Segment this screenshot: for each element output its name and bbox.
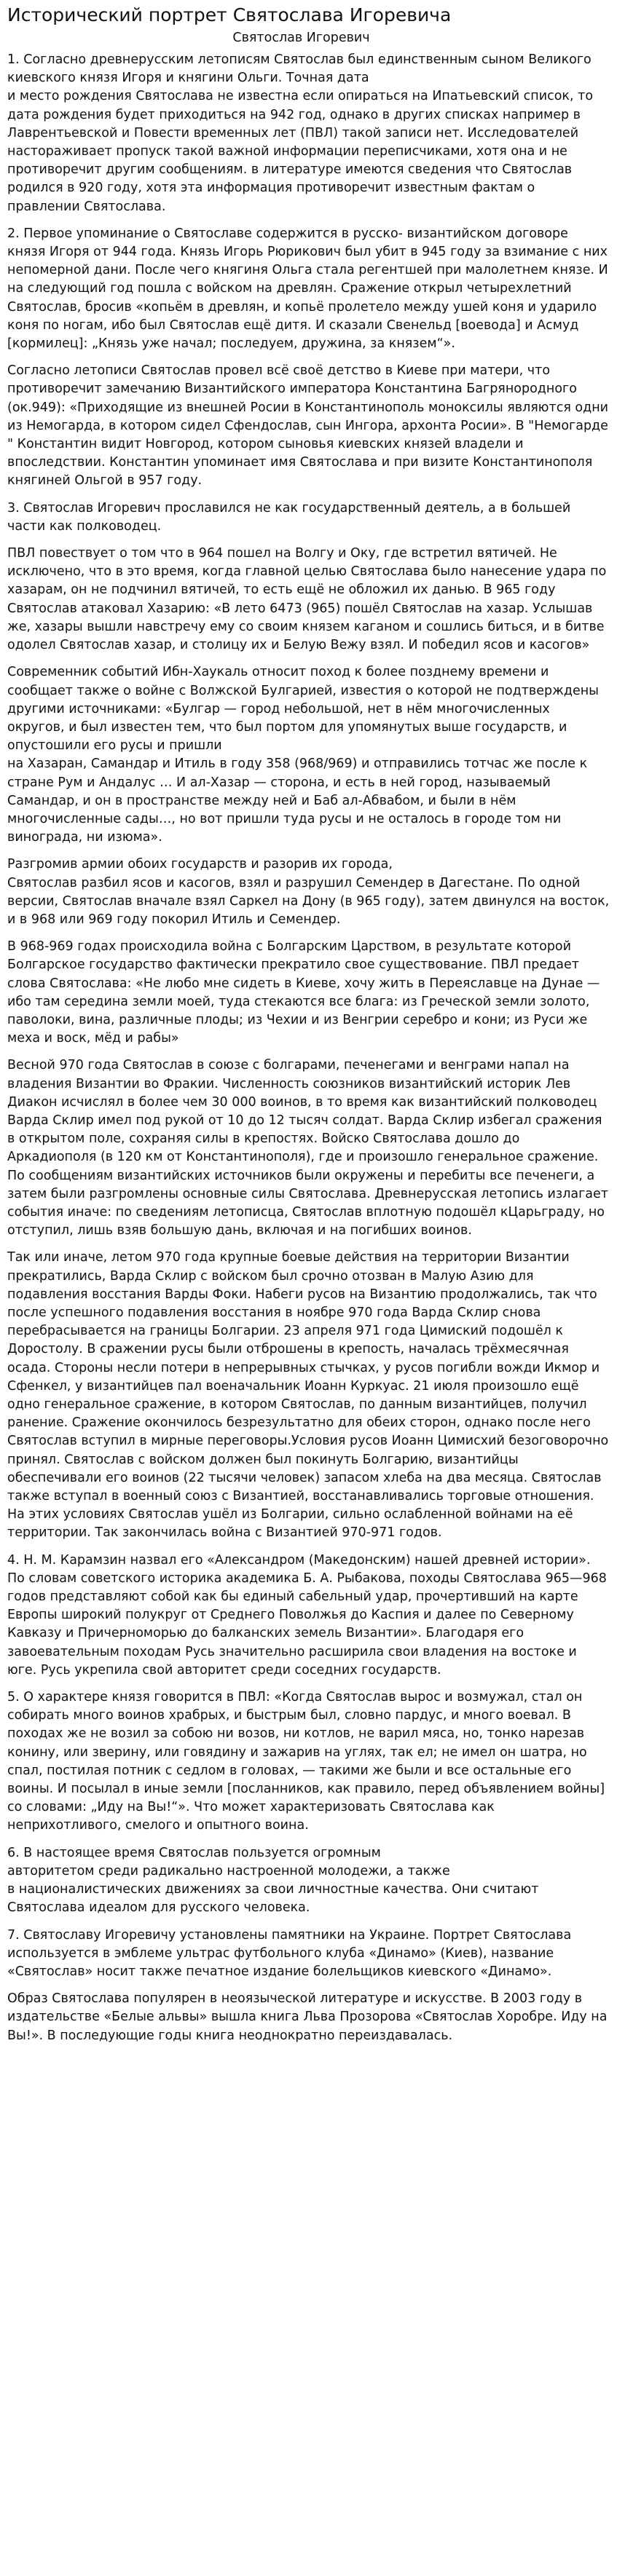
paragraph: 6. В настоящее время Святослав пользуется огромным авторитетом среди радикально настроенной молодежи, а также в националистических движениях за свои личностные качества. Они считают Святослава идеалом для русского человека. <box>7 1845 539 1916</box>
paragraph: В 968-969 годах происходила война с Болгарским Царством, в результате которой Болгарское государство фактически прекратило свое существование. ПВЛ предает слова Святослава: «Не любо мне сидеть в Киеве, хочу жить в Переяславце на Дунае — ибо там середина земли моей, туда стекаются все блага: из Греческой земли золото, паволоки, вина, различные плоды; из Чехии и из Венгрии серебро и кони; из Руси же меха и воск, мёд и рабы» <box>7 939 600 1046</box>
paragraph: Разгромив армии обоих государств и разорив их города, Святослав разбил ясов и касогов, взял и разрушил Семендер в Дагестане. По одной версии, Святослав вначале взял Саркел на Дону (в 965 году), затем двинулся на восток, и в 968 или 969 году покорил Итиль и Семендер. <box>7 857 610 927</box>
document-author: Святослав Игоревич <box>232 31 370 45</box>
paragraph: 7. Святославу Игоревичу установлены памятники на Украине. Портрет Святослава используется в эмблеме ультрас футбольного клуба «Динамо» (Киев), название «Святослав» носит также печатное издание болельщиков киевского «Динамо». <box>7 1927 572 1979</box>
paragraph: 2. Первое упоминание о Святославе содержится в русско- византийском договоре князя Игоря от 944 года. Князь Игорь Рюрикович был убит в 945 году за взимание с них непомерной дани. После чего княгиня Ольга стала регентшей при малолетнем князе. И на следующий год пошла с войском на древлян. Сражение открыл четырехлетний Святослав, бросив «копьём в древлян, и копьё пролетело между ушей коня и ударило коня по ногам, ибо был Святослав ещё дитя. И сказали Свенельд [воевода] и Асмуд [кормилец]: „Князь уже начал; последуем, дружина, за князем“». <box>7 226 608 352</box>
paragraph: 1. Согласно древнерусским летописям Святослав был единственным сыном Великого киевского князя Игоря и княгини Ольги. Точная дата и место рождения Святослава не известна если опираться на Ипатьевский список, то дата рождения будет приходиться на 942 год, однако в других списках например в Лаврентьевской и Повести временных лет (ПВЛ) такой записи нет. Исследователей настораживает пропуск такой важной информации переписчиками, хотя она и не противоречит другим сообщениям. в литературе имеются сведения что Святослав родился в 920 году, хотя эта информация противоречит известным фактам о правлении Святослава. <box>7 52 594 214</box>
paragraph: Современник событий Ибн-Хаукаль относит поход к более позднему времени и сообщает также о войне с Волжской Булгарией, известия о которой не подтверждены другими источниками: «Булгар — город небольшой, нет в нём многочисленных округов, и был известен тем, что был портом для упомянутых выше государств, и опустошили его русы и пришли на Хазаран, Самандар и Итиль в году 358 (968/969) и отправились тотчас же после к стране Рум и Андалус … И ал-Хазар — сторона, и есть в ней город, называемый Самандар, и он в пространстве между ней и Баб ал-Абвабом, и были в нём многочисленные сады…, но вот пришли туда русы и не осталось в городе том ни винограда, ни изюма». <box>7 665 599 845</box>
paragraph: 4. Н. М. Карамзин назвал его «Александром (Македонским) нашей древней истории». По словам советского историка академика Б. А. Рыбакова, походы Святослава 965—968 годов представляют собой как бы единый сабельный удар, прочертивший на карте Европы широкий полукруг от Среднего Поволжья до Каспия и далее по Северному Кавказу и Причерноморью до балканских земель Византии». Благодаря его завоевательным походам Русь значительно расширила свои владения на востоке и юге. Русь укрепила свой авторитет среди соседних государств. <box>7 1552 607 1678</box>
paragraph: Весной 970 года Святослав в союзе с болгарами, печенегами и венграми напал на владения Византии во Фракии. Численность союзников византийский историк Лев Диакон исчислял в более чем 30 000 воинов, в то время как византийский полководец Варда Склир имел под рукой от 10 до 12 тысяч солдат. Варда Склир избегал сражения в открытом поле, сохраняя силы в крепостях. Войско Святослава дошло до Аркадиополя (в 120 км от Константинополя), где и произошло генеральное сражение. По сообщениям византийских источников были окружены и перебиты все печенеги, а затем были разгромлены основные силы Святослава. Древнерусская летопись излагает события иначе: по сведениям летописца, Святослав вплотную подошёл кЦарьграду, но отступил, лишь взяв большую дань, включая и на погибших воинов. <box>7 1058 608 1238</box>
document-title: Исторический портрет Святослава Игоревича <box>7 4 452 25</box>
document-body <box>7 51 610 2045</box>
paragraph: 5. О характере князя говорится в ПВЛ: «Когда Святослав вырос и возмужал, стал он собирать много воинов храбрых, и быстрым был, словно пардус, и много воевал. В походах же не возил за собою ни возов, ни котлов, не варил мяса, но, тонко нарезав конину, или зверину, или говядину и зажарив на углях, так ел; не имел он шатра, но спал, постилая потник с седлом в головах, — такими же были и все остальные его воины. И посылал в иные земли [посланников, как правило, перед объявлением войны] со словами: „Иду на Вы!“». Что может характеризовать Святослава как неприхотливого, смелого и опытного воина. <box>7 1690 605 1833</box>
paragraph: Так или иначе, летом 970 года крупные боевые действия на территории Византии прекратились, Варда Склир с войском был срочно отозван в Малую Азию для подавления восстания Варды Фоки. Набеги русов на Византию продолжались, так что после успешного подавления восстания в ноябре 970 года Варда Склир снова перебрасывается на границы Болгарии. 23 апреля 971 года Цимиский подошёл к Доростолу. В сражении русы были отброшены в крепость, началась трёхмесячная осада. Стороны несли потери в непрерывных стычках, у русов погибли вожди Икмор и Сфенкел, у византийцев пал военачальник Иоанн Куркуас. 21 июля произошло ещё одно генеральное сражение, в котором Святослав, по данным византийцев, получил ранение. Сражение окончилось безрезультатно для обеих сторон, однако после него Святослав вступил в мирные переговоры.Условия русов Иоанн Цимисхий безоговорочно принял. Святослав с войском должен был покинуть Болгарию, византийцы обеспечивали его воинов (22 тысячи человек) запасом хлеба на два месяца. Святослав также вступал в военный союз с Византией, восстанавливались торговые отношения. На этих условиях Святослав ушёл из Болгарии, сильно ослабленной войнами на её территории. Так закончилась война с Византией 970-971 годов. <box>7 1250 609 1541</box>
paragraph: Образ Святослава популярен в неоязыческой литературе и искусстве. В 2003 году в издательстве «Белые альвы» вышла книга Льва Прозорова «Святослав Хоробре. Иду на Вы!». В последующие годы книга неоднократно переиздавалась. <box>7 1991 608 2043</box>
paragraph: ПВЛ повествует о том что в 964 пошел на Волгу и Оку, где встретил вятичей. Не исключено, что в это время, когда главной целью Святослава было нанесение удара по хазарам, он не подчинил вятичей, то есть ещё не обложил их данью. В 965 году Святослав атаковал Хазарию: «В лето 6473 (965) пошёл Святослав на хазар. Услышав же, хазары вышли навстречу ему со своим князем каганом и сошлись биться, и в битве одолел Святослав хазар, и столицу их и Белую Вежу взял. И победил ясов и касогов» <box>7 546 607 653</box>
paragraph: Согласно летописи Святослав провел всё своё детство в Киеве при матери, что противоречит замечанию Византийского императора Константина Багрянородного (ок.949): «Приходящие из внешней Росии в Константинополь моноксилы являются одни из Немогарда, в котором сидел Сфендослав, сын Ингора, архонта Росии». В "Немогарде " Константин видит Новгород, котором сыновья киевских князей владели и впоследствии. Константин упоминает имя Святослава и при визите Константинополя княгиней Ольгой в 957 году. <box>7 363 609 489</box>
paragraph: 3. Святослав Игоревич прославился не как государственный деятель, а в большей части как полководец. <box>7 500 571 534</box>
